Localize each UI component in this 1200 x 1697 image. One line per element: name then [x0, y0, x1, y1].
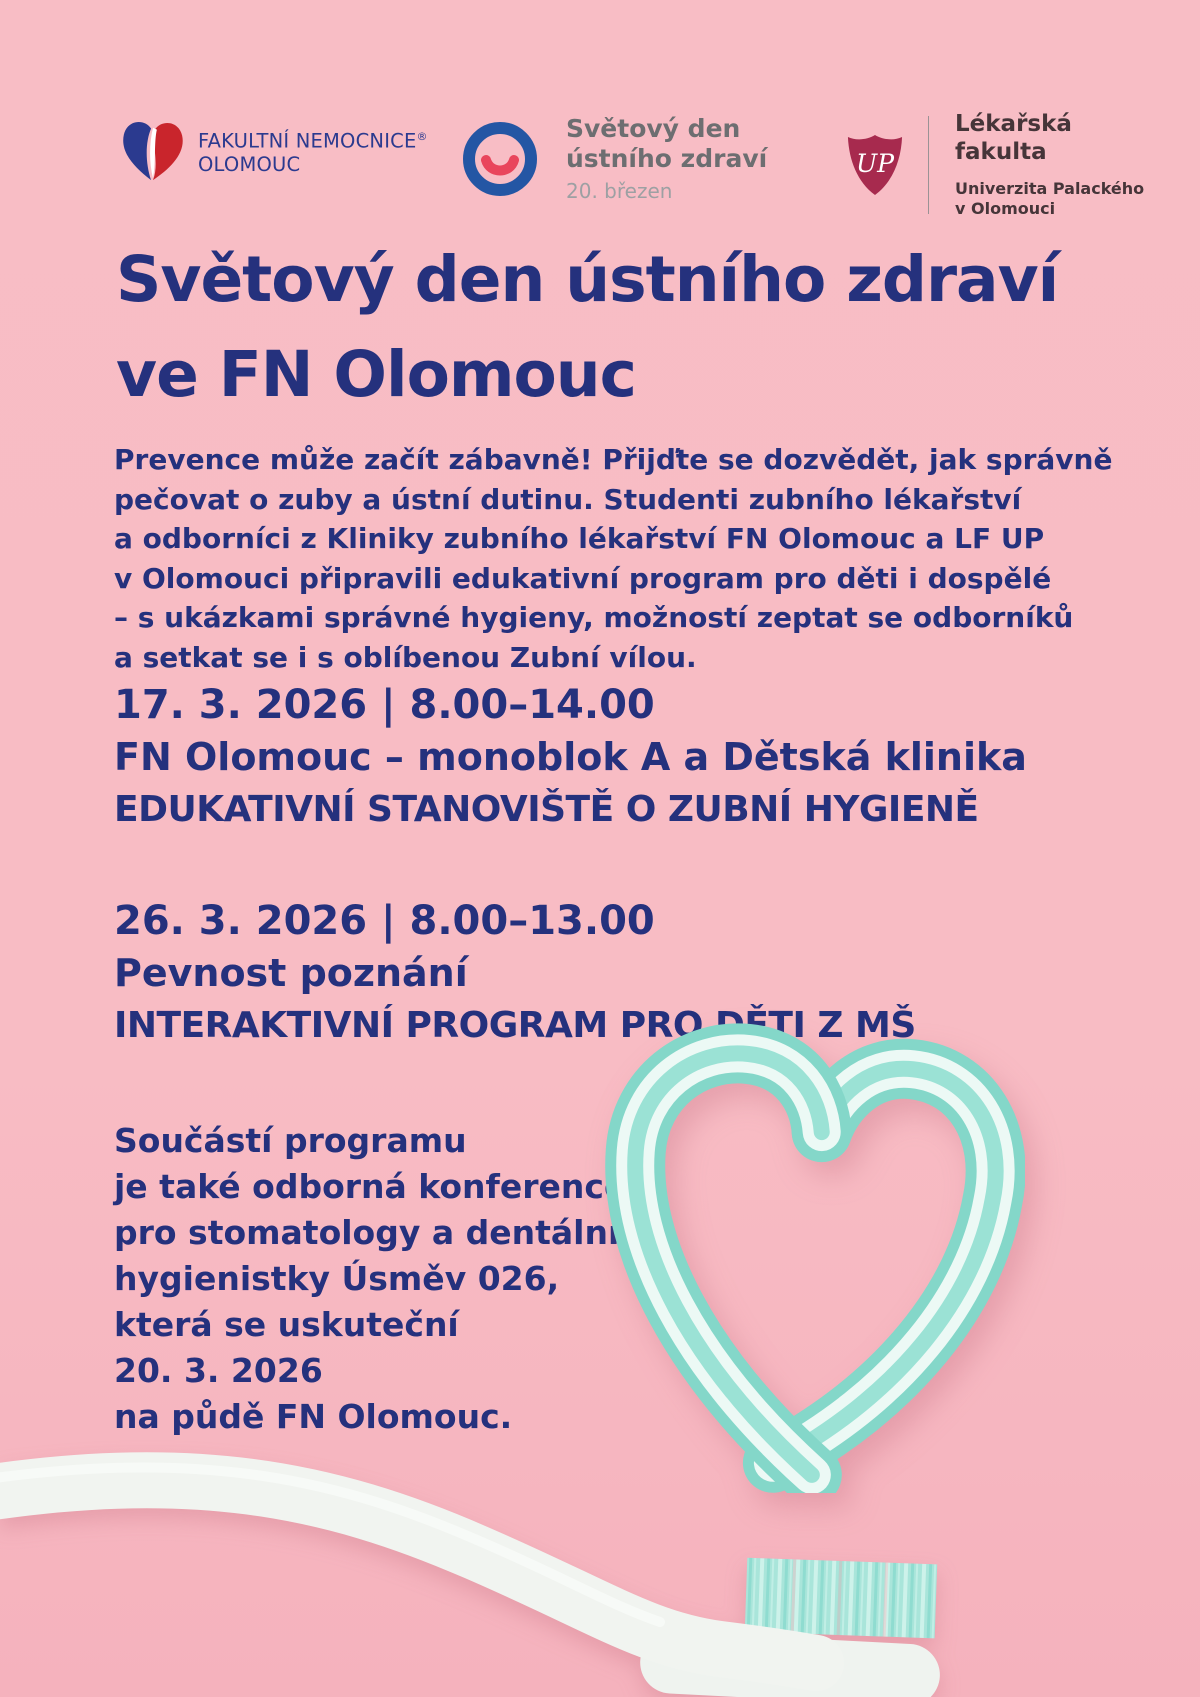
poster-title	[116, 232, 1058, 422]
wohd-logo-text	[566, 114, 767, 203]
fnol-logo	[118, 118, 428, 184]
upol-shield-icon	[846, 132, 904, 198]
intro-line: a odborníci z Kliniky zubního lékařství FN Olomouc a LF UP	[114, 522, 1045, 555]
intro-line: a setkat se i s oblíbenou Zubní vílou.	[114, 640, 697, 674]
upol-logo-text	[955, 110, 1144, 219]
event-place: Pevnost poznání	[114, 951, 468, 995]
wohd-logo	[462, 114, 767, 203]
wohd-smile-icon	[462, 121, 538, 197]
intro-line: v Olomouci připravili edukativní program pro děti i dospělé	[114, 561, 1052, 595]
upol-faculty-line1: Lékařská	[955, 111, 1072, 137]
event-place: FN Olomouc – monoblok A a Dětská klinika	[114, 735, 1027, 779]
intro-paragraph	[114, 440, 1112, 677]
conference-line: 20. 3. 2026	[114, 1351, 323, 1390]
poster-title-line1: Světový den ústního zdraví	[116, 243, 1059, 316]
upol-monogram: UP	[855, 148, 895, 178]
fnol-logo-text	[198, 125, 428, 178]
upol-university-line2: v Olomouci	[955, 199, 1056, 218]
upol-logo	[846, 110, 1144, 219]
intro-line: pečovat o zuby a ústní dutinu. Studenti zubního lékařství	[114, 482, 1022, 516]
conference-line: na půdě FN Olomouc.	[114, 1397, 513, 1436]
toothbrush-bristles	[745, 1558, 937, 1639]
event-program: INTERAKTIVNÍ PROGRAM PRO DĚTI Z MŠ	[114, 1005, 916, 1046]
event-datetime: 26. 3. 2026 | 8.00–13.00	[114, 898, 655, 944]
fnol-name-line2: OLOMOUC	[198, 153, 301, 177]
conference-line: která se uskuteční	[114, 1305, 459, 1344]
event-block-1	[114, 679, 1027, 836]
toothbrush-image	[0, 1377, 1200, 1697]
intro-line: Prevence může začít zábavně! Přijďte se dozvědět, jak správně	[114, 443, 1113, 476]
event-program: EDUKATIVNÍ STANOVIŠTĚ O ZUBNÍ HYGIENĚ	[114, 789, 979, 830]
conference-line: pro stomatology a dentální	[114, 1213, 620, 1252]
upol-faculty-line2: fakulta	[955, 139, 1047, 165]
conference-line: hygienistky Úsměv 026,	[114, 1259, 560, 1298]
conference-line: Součástí programu	[114, 1121, 467, 1160]
intro-line: – s ukázkami správné hygieny, možností zeptat se odborníků	[114, 601, 1074, 634]
logo-divider	[928, 116, 929, 214]
conference-line: je také odborná konference	[114, 1167, 627, 1206]
poster-title-line2: ve FN Olomouc	[116, 338, 636, 411]
fnol-name-line1: FAKULTNÍ NEMOCNICE	[198, 129, 417, 153]
event-datetime: 17. 3. 2026 | 8.00–14.00	[114, 682, 655, 728]
logo-bar	[118, 108, 1150, 218]
wohd-title-line2: ústního zdraví	[566, 144, 768, 173]
wohd-title-line1: Světový den	[566, 114, 741, 143]
registered-mark: ®	[416, 129, 428, 143]
upol-university-line1: Univerzita Palackého	[955, 179, 1145, 198]
fnol-heart-icon	[118, 118, 188, 184]
wohd-subtitle: 20. březen	[566, 179, 673, 203]
